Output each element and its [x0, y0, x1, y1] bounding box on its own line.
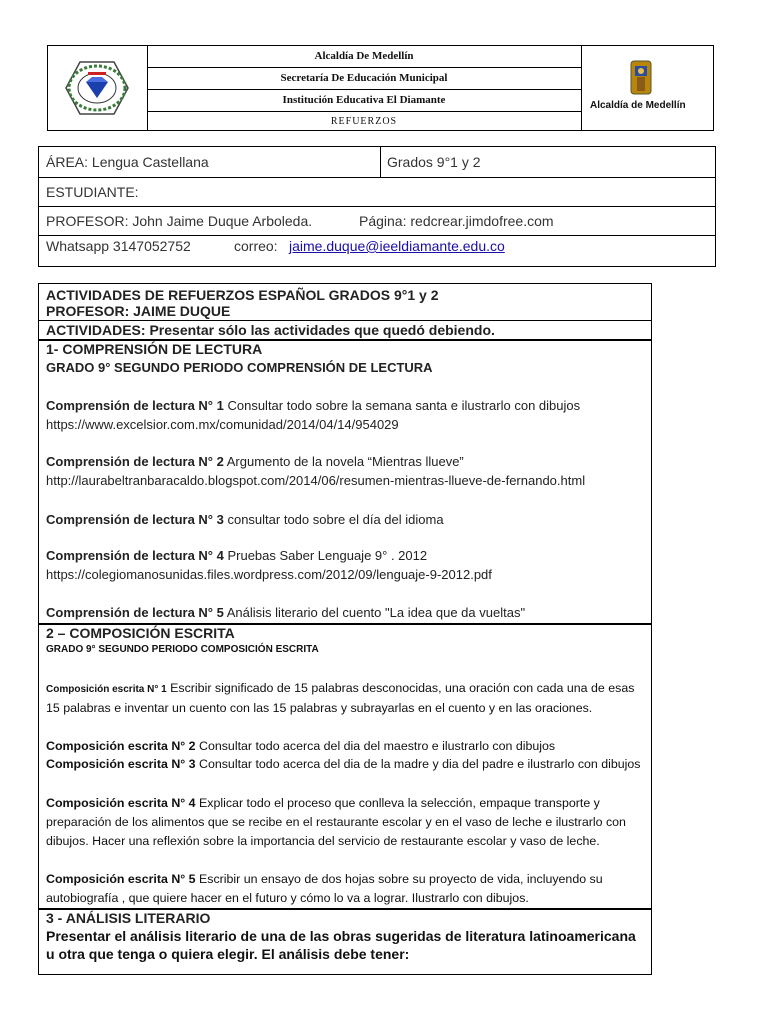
info-row-profesor [39, 207, 715, 236]
writing-item-text: Explicar todo el proceso que conlleva la selección, empaque transporte y preparación de los alimentos que se recibe en el restaurante escolar y en el vaso de leche e ilustrarlo con dibujos. Hacer una reflexión sobre la importancia del servicio de restaurante escolar y vaso de leche. [46, 796, 626, 848]
reading-item-4-url[interactable]: https://colegiomanosunidas.files.wordpress.com/2012/09/lenguaje-9-2012.pdf [46, 567, 492, 582]
activities-instruction [46, 322, 495, 338]
header-row-4: REFUERZOS [330, 116, 398, 127]
reading-item-2 [46, 454, 464, 469]
medellin-shield-icon [630, 60, 652, 96]
reading-item-text: Argumento de la novela “Mientras llueve” [223, 454, 464, 469]
activities-box [38, 283, 652, 975]
section-2-heading: 2 – COMPOSICIÓN ESCRITA [46, 625, 235, 641]
school-crest-icon [48, 46, 147, 130]
pagina-label: Página: redcrear.jimdofree.com [359, 213, 554, 229]
estudiante-label: ESTUDIANTE: [46, 184, 139, 200]
reading-item-label: Comprensión de lectura N° 3 [46, 512, 224, 527]
writing-item-label: Composición escrita N° 3 [46, 757, 196, 771]
grados-label: Grados 9°1 y 2 [387, 154, 481, 170]
header-row-1: Alcaldía De Medellín [147, 46, 581, 68]
alcaldia-logo-cell [581, 46, 715, 130]
correo-label: correo: [234, 238, 278, 254]
reading-item-label: Comprensión de lectura N° 2 [46, 454, 224, 469]
writing-item-text: Escribir significado de 15 palabras desconocidas, una oración con cada una de esas 15 palabras e inventar un cuento con las 15 palabras y subrayarlas en el cuento y en las oraciones. [46, 681, 635, 715]
reading-item-text: Pruebas Saber Lenguaje 9° . 2012 [223, 548, 428, 563]
reading-item-text: Consultar todo sobre la semana santa e ilustrarlo con dibujos [223, 398, 581, 413]
writing-item-text: Consultar todo acerca del dia de la madre y dia del padre e ilustrarlo con dibujos [195, 757, 641, 771]
writing-item-text: Escribir un ensayo de dos hojas sobre su proyecto de vida, incluyendo su autobiografía , que quiere hacer en el futuro y cómo lo va a lograr. Ilustrarlo con dibujos. [46, 872, 603, 905]
writing-item-2 [46, 737, 646, 756]
header-row-2: Secretaría De Educación Municipal [147, 68, 581, 90]
writing-item-4 [46, 794, 646, 851]
profesor-label: PROFESOR: John Jaime Duque Arboleda. [46, 213, 313, 229]
reading-item-label: Comprensión de lectura N° 5 [46, 605, 224, 620]
reading-item-2-url[interactable]: http://laurabeltranbaracaldo.blogspot.com/2014/06/resumen-mientras-llueve-de-fernando.html [46, 473, 586, 488]
reading-item-text: consultar todo sobre el día del idioma [223, 512, 444, 527]
writing-item-3 [46, 755, 646, 774]
writing-item-label: Composición escrita N° 1 [46, 684, 167, 695]
writing-item-label: Composición escrita N° 5 [46, 872, 196, 886]
email-link[interactable]: jaime.duque@ieeldiamante.edu.co [289, 238, 505, 254]
reading-item-1-url[interactable]: https://www.excelsior.com.mx/comunidad/2014/04/14/954029 [46, 417, 399, 432]
activities-label: ACTIVIDADES [46, 322, 141, 338]
header-table [47, 45, 714, 131]
reading-item-4 [46, 548, 427, 563]
info-row-area [39, 147, 715, 178]
writing-item-text: Consultar todo acerca del dia del maestro e ilustrarlo con dibujos [195, 739, 556, 753]
reading-item-3 [46, 512, 444, 527]
info-row-estudiante [39, 178, 715, 207]
section-1-heading: 1- COMPRENSIÓN DE LECTURA [46, 341, 263, 357]
section-3-heading: 3 - ANÁLISIS LITERARIO [46, 910, 211, 926]
divider [39, 320, 651, 321]
activities-text: : Presentar sólo las actividades que quedó debiendo. [140, 322, 495, 338]
activities-teacher: PROFESOR: JAIME DUQUE [46, 303, 231, 319]
writing-item-5 [46, 870, 646, 908]
section-1-subheading: GRADO 9° SEGUNDO PERIODO COMPRENSIÓN DE LECTURA [46, 360, 433, 375]
area-label: ÁREA: Lengua Castellana [46, 154, 209, 170]
reading-item-text: Análisis literario del cuento "La idea que da vueltas" [223, 605, 526, 620]
info-row-contact [39, 236, 715, 266]
alcaldia-logo-text: Alcaldía de Medellín [590, 100, 686, 111]
header-row-3: Institución Educativa El Diamante [147, 90, 581, 112]
activities-title: ACTIVIDADES DE REFUERZOS ESPAÑOL GRADOS 9°1 y 2 [46, 287, 439, 303]
info-table [38, 146, 716, 267]
reading-item-1 [46, 398, 580, 413]
whatsapp-label: Whatsapp 3147052752 [46, 238, 191, 254]
school-logo-cell [48, 46, 148, 130]
header-titles [147, 46, 581, 130]
reading-item-label: Comprensión de lectura N° 4 [46, 548, 224, 563]
info-divider [380, 147, 381, 177]
section-3-text: Presentar el análisis literario de una de las obras sugeridas de literatura latinoamericana u otra que tenga o quiera elegir. El análisis debe tener: [46, 928, 636, 962]
writing-item-label: Composición escrita N° 4 [46, 796, 196, 810]
reading-item-label: Comprensión de lectura N° 1 [46, 398, 224, 413]
reading-item-5 [46, 605, 525, 620]
writing-item-label: Composición escrita N° 2 [46, 739, 196, 753]
section-2-subheading: GRADO 9° SEGUNDO PERIODO COMPOSICIÓN ESCRITA [46, 644, 319, 655]
writing-item-1 [46, 679, 646, 718]
